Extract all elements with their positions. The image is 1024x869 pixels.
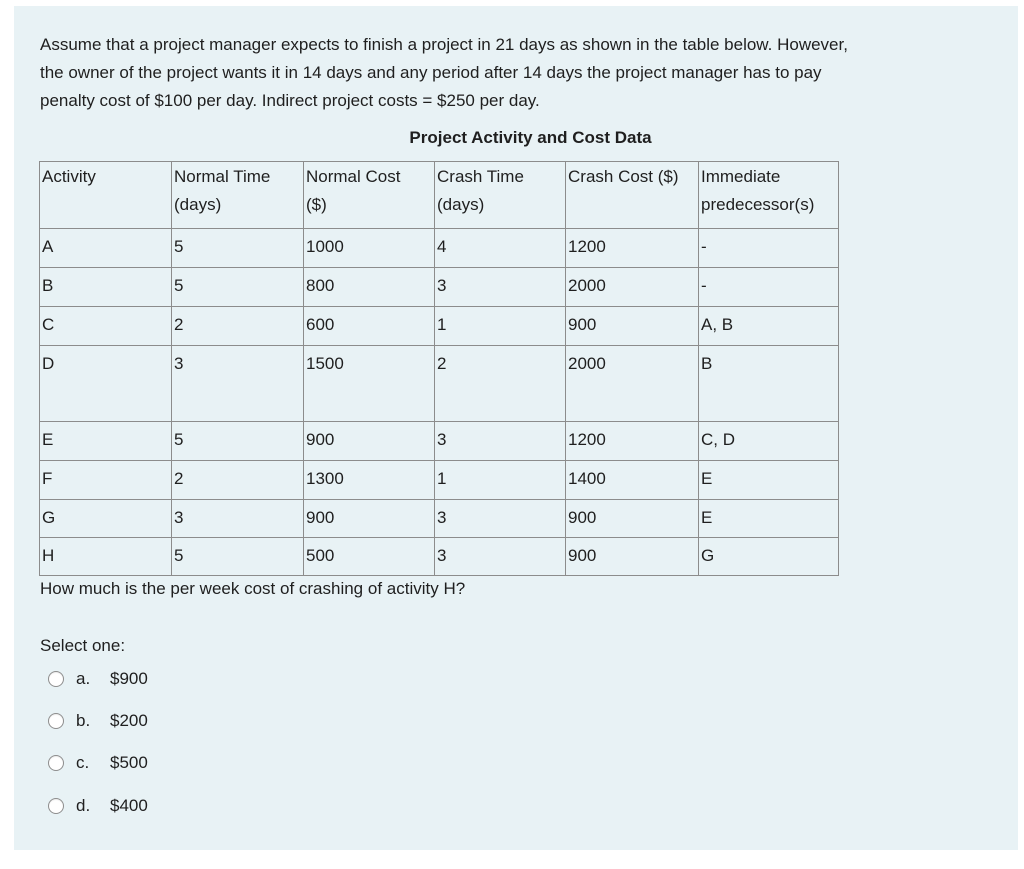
table-cell: 3 [435,538,566,576]
option-b[interactable] [48,707,148,735]
header-cell: Normal Cost ($) [304,162,435,229]
table-cell: 3 [172,500,304,538]
table-row [40,422,839,461]
question-line-2: the owner of the project wants it in 14 days and any period after 14 days the project manager has to pay [40,63,822,82]
header-cell: Activity [40,162,172,229]
table-cell: - [699,268,839,307]
option-value: $500 [110,753,148,772]
table-cell: 900 [566,538,699,576]
table-row [40,268,839,307]
table-cell: 500 [304,538,435,576]
table-row [40,500,839,538]
table-row [40,346,839,422]
option-letter: b. [76,711,91,730]
table-header-row [40,162,839,229]
table-cell: 5 [172,422,304,461]
table-row [40,229,839,268]
activity-cost-table [39,161,839,576]
table-cell: - [699,229,839,268]
option-a[interactable] [48,665,148,693]
table-cell: 2000 [566,268,699,307]
table-cell: E [40,422,172,461]
table-cell: 5 [172,268,304,307]
table-cell: D [40,346,172,422]
option-value: $400 [110,796,148,815]
table-cell: 3 [435,500,566,538]
table-cell: 1400 [566,461,699,500]
question-line-3: penalty cost of $100 per day. Indirect project costs = $250 per day. [40,91,540,110]
table-cell: 4 [435,229,566,268]
option-letter: c. [76,753,90,772]
table-cell: 5 [172,538,304,576]
table-cell: B [40,268,172,307]
table-row [40,461,839,500]
table-cell: 900 [304,500,435,538]
table-cell: 3 [435,422,566,461]
table-cell: 1000 [304,229,435,268]
table-cell: G [40,500,172,538]
radio-button-icon[interactable] [48,755,64,771]
option-c[interactable] [48,749,148,777]
table-cell: 2 [172,461,304,500]
question-line-1: Assume that a project manager expects to finish a project in 21 days as shown in the table below. However, [40,35,848,54]
followup-question: How much is the per week cost of crashing of activity H? [40,579,466,598]
radio-button-icon[interactable] [48,798,64,814]
table-cell: 3 [435,268,566,307]
radio-button-icon[interactable] [48,713,64,729]
table-cell: 900 [566,307,699,346]
option-value: $900 [110,669,148,688]
option-letter: a. [76,669,91,688]
table-cell: 900 [304,422,435,461]
header-cell: Immediate predecessor(s) [699,162,839,229]
table-cell: E [699,500,839,538]
table-cell: 3 [172,346,304,422]
table-cell: 2 [172,307,304,346]
table-cell: 900 [566,500,699,538]
table-row [40,307,839,346]
option-letter: d. [76,796,91,815]
table-cell: C, D [699,422,839,461]
table-cell: 1200 [566,229,699,268]
table-row [40,538,839,576]
table-cell: E [699,461,839,500]
table-cell: 1300 [304,461,435,500]
table-cell: A [40,229,172,268]
select-one-label: Select one: [40,636,126,655]
header-cell: Crash Time (days) [435,162,566,229]
table-cell: 800 [304,268,435,307]
table-cell: A, B [699,307,839,346]
table-cell: 2 [435,346,566,422]
table-cell: 1200 [566,422,699,461]
header-cell: Normal Time (days) [172,162,304,229]
table-title: Project Activity and Cost Data [409,128,652,147]
option-d[interactable] [48,792,148,820]
table-cell: B [699,346,839,422]
question-text [40,31,990,115]
header-cell: Crash Cost ($) [566,162,699,229]
table-cell: 2000 [566,346,699,422]
table-cell: 600 [304,307,435,346]
radio-button-icon[interactable] [48,671,64,687]
table-cell: F [40,461,172,500]
table-cell: H [40,538,172,576]
table-cell: 1 [435,461,566,500]
table-cell: 1 [435,307,566,346]
table-cell: 5 [172,229,304,268]
table-cell: C [40,307,172,346]
option-value: $200 [110,711,148,730]
table-cell: 1500 [304,346,435,422]
table-cell: G [699,538,839,576]
